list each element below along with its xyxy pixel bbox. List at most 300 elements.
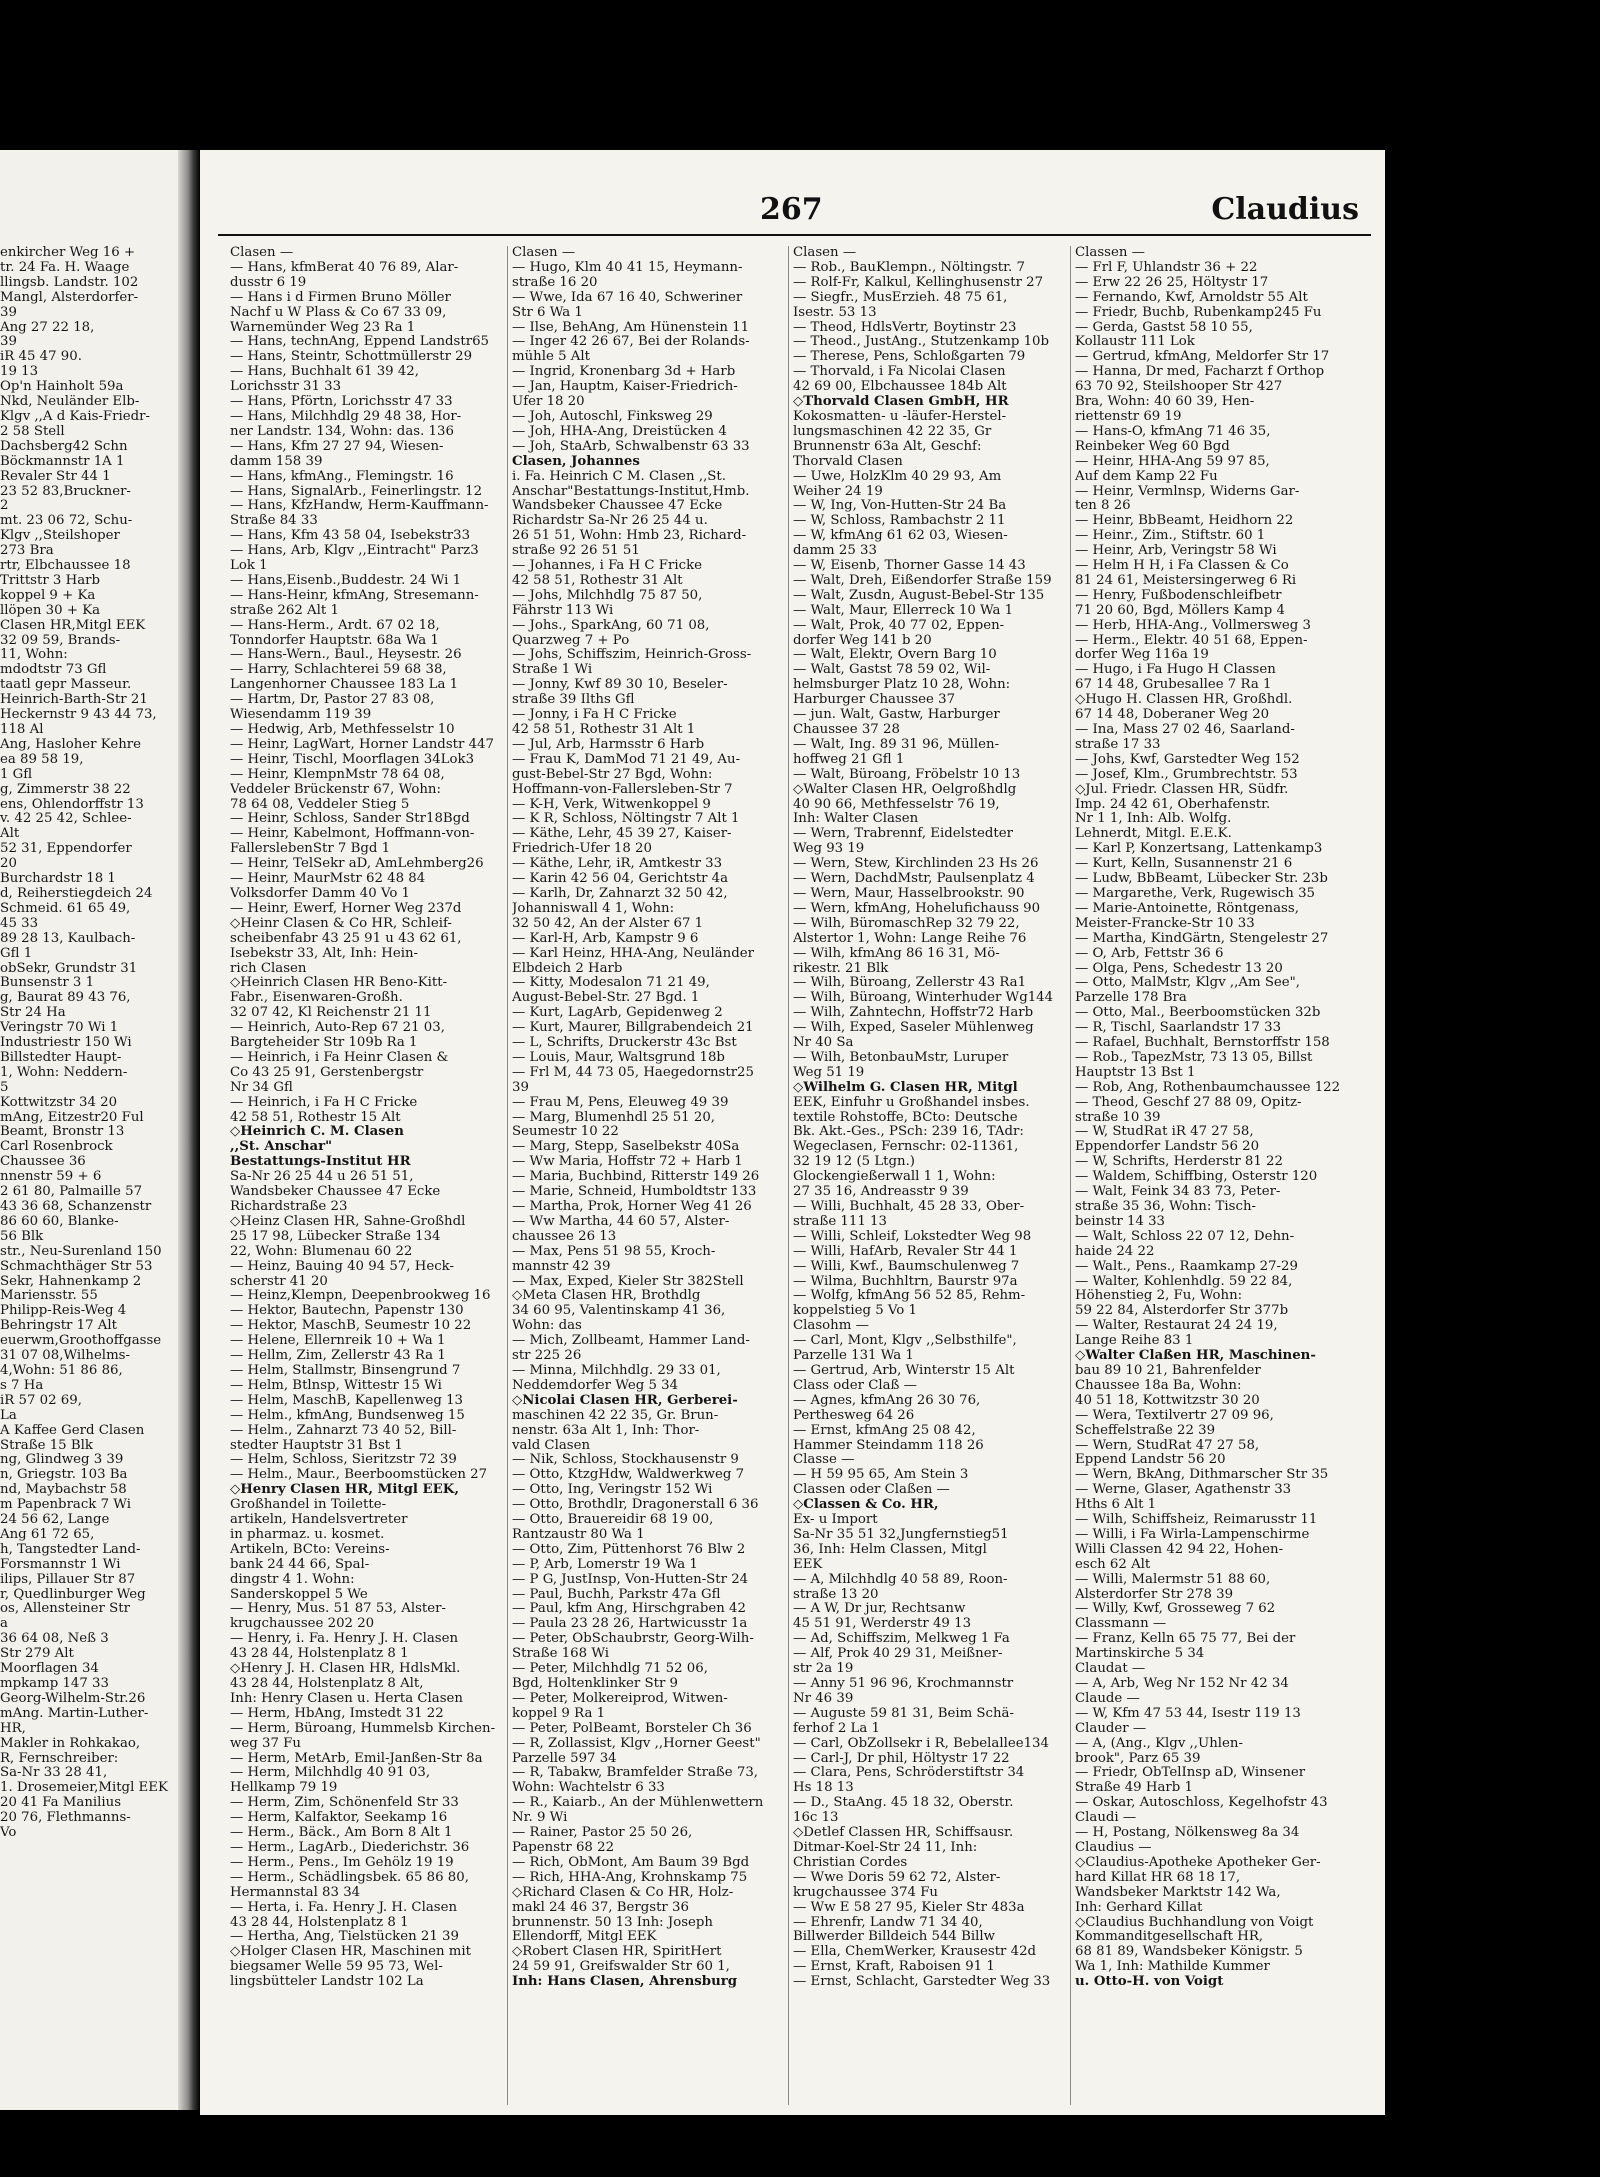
directory-entry-line: Classen oder Claßen — [793, 1483, 950, 1498]
directory-entry-line: ◇ Jul. Friedr. Classen HR, Südfr. [1075, 783, 1357, 798]
directory-entry-line: Claudius — [1075, 1840, 1152, 1855]
directory-entry-line: — Walter, Restaurat 24 24 19, [1075, 1319, 1278, 1334]
directory-entry-line: — Heinr, Tischl, Moorflagen 34Lok3 [230, 752, 475, 767]
left-page-entry-line: Böckmannstr 1A 1 [0, 454, 125, 469]
left-page-entry-line: Veringstr 70 Wi 1 [0, 1021, 119, 1036]
left-page-entry-line: 20 76, Flethmanns- [0, 1811, 131, 1826]
directory-entry-line: — Walt, Elektr, Overn Barg 10 [793, 648, 997, 663]
book-gutter [178, 150, 200, 2110]
directory-entry-line: krugchaussee 202 20 [230, 1617, 375, 1632]
directory-entry-line: — Jonny, Kwf 89 30 10, Beseler- [512, 678, 728, 693]
directory-entry-line: Rantzaustr 80 Wa 1 [512, 1527, 645, 1542]
directory-entry-line: in pharmaz. u. kosmet. [230, 1527, 385, 1542]
directory-entry-line: Meister-Francke-Str 10 33 [1075, 916, 1255, 931]
directory-entry-line: Inh: Henry Clasen u. Herta Clasen [230, 1691, 463, 1706]
directory-entry-line: Seumestr 10 22 [512, 1125, 619, 1140]
directory-entry-line: — Paula 23 28 26, Hartwicusstr 1a [512, 1617, 748, 1632]
left-page-entry-line: 2 [0, 499, 9, 514]
directory-entry-line: straße 17 33 [1075, 737, 1161, 752]
left-page-entry-line: Moorflagen 34 [0, 1662, 99, 1677]
directory-entry-line: Veddeler Brückenstr 67, Wohn: [230, 782, 441, 797]
directory-entry-line: Straße 168 Wi [512, 1647, 610, 1662]
directory-entry-line: — Helm., Zahnarzt 73 40 52, Bill- [230, 1423, 457, 1438]
directory-column-1 [230, 246, 502, 1990]
left-page-entry-line: Str 279 Alt [0, 1647, 74, 1662]
left-page-entry-line: Clasen HR,Mitgl EEK [0, 618, 146, 633]
directory-entry-line: EEK, Einfuhr u Großhandel insbes. [793, 1095, 1030, 1110]
directory-entry-line: — Henry, Fußbodenschleifbetr [1075, 588, 1282, 603]
directory-entry-line: Fabr., Eisenwaren-Großh. [230, 991, 403, 1006]
directory-entry-line: 16c 13 [793, 1811, 839, 1826]
directory-entry-line: — Anny 51 96 96, Krochmannstr [793, 1677, 1014, 1691]
directory-entry-line: — Karl Heinz, HHA-Ang, Neuländer [512, 946, 754, 961]
directory-entry-line: — Heinr, TelSekr aD, AmLehmberg26 [230, 857, 484, 872]
directory-entry-line: — Auguste 59 81 31, Beim Schä- [793, 1706, 1014, 1721]
directory-entry-line: — Minna, Milchhdlg. 29 33 01, [512, 1363, 721, 1378]
left-page-entry-line: 31 07 08,Wilhelms- [0, 1349, 130, 1364]
directory-entry-line: u. Otto-H. von Voigt [1075, 1975, 1224, 1990]
directory-entry-line: biegsamer Welle 59 95 73, Wel- [230, 1960, 443, 1975]
directory-entry-line: — Johs, Milchhdlg 75 87 50, [512, 588, 703, 603]
directory-entry-line: — Otto, Brauereidir 68 19 00, [512, 1513, 714, 1528]
directory-entry-line: Clasen — [793, 246, 857, 260]
directory-entry-line: Friedrich-Ufer 18 20 [512, 842, 652, 857]
directory-entry-line: — Willi, Malermstr 51 88 60, [1075, 1572, 1271, 1587]
directory-entry-line: Hauptstr 13 Bst 1 [1075, 1065, 1196, 1080]
left-page-entry-line: 118 Al [0, 723, 44, 737]
directory-entry-line: Höhenstieg 2, Fu, Wohn: [1075, 1289, 1243, 1304]
directory-entry-line: chaussee 26 13 [512, 1229, 617, 1244]
directory-entry-line: Billwerder Billdeich 544 Billw [793, 1930, 996, 1945]
left-page-entry-line: Straße 15 Blk [0, 1438, 93, 1453]
directory-entry-line: — K-H, Verk, Witwenkoppel 9 [512, 797, 711, 812]
directory-entry-line: — Hans, SignalArb., Feinerlingstr. 12 [230, 484, 483, 499]
directory-entry-line: Hths 6 Alt 1 [1075, 1498, 1157, 1513]
directory-entry-line: — Rafael, Buchhalt, Bernstorffstr 158 [1075, 1036, 1330, 1051]
left-page-fragment [0, 150, 190, 2110]
directory-entry-line: — Johs, Schiffszim, Heinrich-Gross- [512, 648, 752, 663]
directory-entry-line: Inh: Hans Clasen, Ahrensburg [512, 1975, 738, 1990]
left-page-entry-line: Ang, Hasloher Kehre [0, 737, 141, 752]
directory-entry-line: 39 [512, 1080, 529, 1095]
directory-entry-line: Ellendorff, Mitgl EEK [512, 1930, 657, 1945]
directory-entry-line: 42 58 51, Rothestr 31 Alt [512, 573, 683, 588]
directory-entry-line: — Thorvald, i Fa Nicolai Clasen [793, 365, 1006, 380]
directory-entry-line: — Rolf-Fr, Kalkul, Kellinghusenstr 27 [793, 275, 1044, 290]
left-page-entry-line: rtr, Elbchaussee 18 [0, 559, 131, 574]
directory-entry-line: — Willi, i Fa Wirla-Lampenschirme [1075, 1527, 1310, 1542]
directory-entry-line: — Alf, Prok 40 29 31, Meißner- [793, 1647, 1003, 1662]
directory-entry-line: ◇ Holger Clasen HR, Maschinen mit [230, 1945, 502, 1960]
directory-entry-line: Kollaustr 111 Lok [1075, 335, 1195, 350]
column-divider [1070, 246, 1071, 2105]
directory-entry-line: ◇ Meta Clasen HR, Brothdlg [512, 1289, 784, 1304]
left-page-entry-line: iR 57 02 69, [0, 1393, 82, 1408]
left-page-entry-line: 11, Wohn: [0, 648, 68, 663]
directory-entry-line: — Hans, Kfm 27 27 94, Wiesen- [230, 439, 444, 454]
directory-entry-line: — H 59 95 65, Am Stein 3 [793, 1468, 969, 1483]
directory-entry-line: Hammer Steindamm 118 26 [793, 1438, 984, 1453]
directory-entry-line: — Joh, HHA-Ang, Dreistücken 4 [512, 424, 727, 439]
directory-entry-line: Straße 1 Wi [512, 663, 593, 678]
directory-entry-line: dingstr 4 1. Wohn: [230, 1572, 355, 1587]
directory-entry-line: — Hans, Arb, Klgv ,,Eintracht" Parz3 [230, 544, 479, 559]
directory-entry-line: ◇ Henry J. H. Clasen HR, HdlsMkl. [230, 1662, 502, 1677]
directory-entry-line: Nr 40 Sa [793, 1036, 854, 1051]
left-page-entry-line: 23 52 83,Bruckner- [0, 484, 131, 499]
left-page-entry-line: Heinrich-Barth-Str 21 [0, 693, 148, 708]
directory-entry-line: Richardstr Sa-Nr 26 25 44 u. [512, 514, 708, 529]
left-page-entry-line: mpkamp 147 33 [0, 1677, 109, 1691]
left-page-entry-line: Vo [0, 1826, 17, 1841]
left-page-entry-line: Heckernstr 9 43 44 73, [0, 708, 157, 723]
left-page-entry-line: 1, Wohn: Neddern- [0, 1065, 128, 1080]
directory-entry-line: — Henry, Mus. 51 87 53, Alster- [230, 1602, 446, 1617]
directory-entry-line: — Heinrich, i Fa Heinr Clasen & [230, 1050, 449, 1065]
directory-entry-line: — Käthe, Lehr, 45 39 27, Kaiser- [512, 827, 732, 842]
directory-entry-line: — Herm, Milchhdlg 40 91 03, [230, 1766, 431, 1781]
directory-entry-line: Perthesweg 64 26 [793, 1408, 915, 1423]
directory-entry-line: 42 58 51, Rothestr 15 Alt [230, 1110, 401, 1125]
directory-entry-line: — Hans, kfmBerat 40 76 89, Alar- [230, 260, 459, 275]
directory-entry-line: ◇ Walter Claßen HR, Maschinen- [1075, 1349, 1357, 1364]
left-page-entry-line: 1. Drosemeier,Mitgl EEK [0, 1781, 168, 1796]
directory-entry-line: — Herm., Bäck., Am Born 8 Alt 1 [230, 1826, 453, 1841]
directory-entry-line: ◇ Claudius-Apotheke Apotheker Ger- [1075, 1856, 1357, 1871]
left-page-entry-line: nd, Maybachstr 58 [0, 1483, 127, 1498]
directory-entry-line: — Heinz, Bauing 40 94 57, Heck- [230, 1259, 454, 1274]
left-page-entry-line: 5 [0, 1080, 9, 1095]
directory-entry-line: 43 28 44, Holstenplatz 8 1 [230, 1915, 409, 1930]
directory-entry-line: Chaussee 18a Ba, Wohn: [1075, 1378, 1242, 1393]
directory-entry-line: 67 14 48, Doberaner Weg 20 [1075, 708, 1270, 723]
directory-entry-line: — Heinr, KlempnMstr 78 64 08, [230, 767, 445, 782]
directory-entry-line: stedter Hauptstr 31 Bst 1 [230, 1438, 403, 1453]
directory-entry-line: — Wern, kfmAng, Hohelufichauss 90 [793, 901, 1041, 916]
left-page-entry-line: Gfl 1 [0, 946, 33, 961]
directory-entry-line: — Herm., Pens., Im Gehölz 19 19 [230, 1855, 454, 1870]
directory-entry-line: — Helm., kfmAng, Bundsenweg 15 [230, 1408, 465, 1423]
directory-entry-line: — Joh, StaArb, Schwalbenstr 63 33 [512, 439, 750, 454]
directory-entry-line: Bk. Akt.-Ges., PSch: 239 16, TAdr: [793, 1125, 1024, 1140]
directory-entry-line: — Walt, Dreh, Eißendorfer Straße 159 [793, 573, 1052, 588]
directory-entry-line: — Hans, Pförtn, Lorichsstr 47 33 [230, 395, 453, 410]
left-page-entry-line: 86 60 60, Blanke- [0, 1214, 119, 1229]
left-page-entry-line: Alt [0, 827, 20, 842]
directory-entry-line: — Ingrid, Kronenbarg 3d + Harb [512, 365, 736, 380]
directory-entry-line: — Otto, KtzgHdw, Waldwerkweg 7 [512, 1468, 745, 1483]
left-page-entry-line: llingsb. Landstr. 102 [0, 275, 139, 290]
directory-entry-line: 68 81 89, Wandsbeker Königstr. 5 [1075, 1945, 1303, 1960]
directory-entry-line: Sanderskoppel 5 We [230, 1587, 368, 1602]
left-page-entry-line: str., Neu-Surenland 150 [0, 1244, 162, 1259]
directory-entry-line: Parzelle 178 Bra [1075, 991, 1187, 1006]
directory-entry-line: Class oder Claß — [793, 1378, 917, 1393]
directory-entry-line: — Siegfr., MusErzieh. 48 75 61, [793, 290, 1008, 305]
directory-entry-line: artikeln, Handelsvertreter [230, 1513, 408, 1528]
directory-entry-line: — Johs, Kwf, Garstedter Weg 152 [1075, 752, 1300, 767]
directory-entry-line: — Clara, Pens, Schröderstiftstr 34 [793, 1766, 1025, 1781]
directory-column-4 [1075, 246, 1357, 1990]
directory-entry-line: bau 89 10 21, Bahrenfelder [1075, 1363, 1261, 1378]
left-page-entry-line: Mangl, Alsterdorfer- [0, 290, 139, 305]
directory-entry-line: Wandsbeker Chaussee 47 Ecke [230, 1185, 441, 1200]
directory-entry-line: — Louis, Maur, Waltsgrund 18b [512, 1050, 725, 1065]
directory-column-2 [512, 246, 784, 1990]
directory-entry-line: brunnenstr. 50 13 Inh: Joseph [512, 1915, 713, 1930]
directory-entry-line: 32 07 42, Kl Reichenstr 21 11 [230, 1006, 432, 1021]
directory-entry-line: straße 111 13 [793, 1214, 887, 1229]
directory-entry-line: — Mich, Zollbeamt, Hammer Land- [512, 1334, 750, 1349]
directory-entry-line: — Harry, Schlachterei 59 68 38, [230, 663, 447, 678]
directory-entry-line: Clasen — [512, 246, 576, 260]
directory-entry-line: — Hartm, Dr, Pastor 27 83 08, [230, 693, 435, 708]
directory-entry-line: i. Fa. Heinrich C M. Clasen ,,St. [512, 469, 726, 484]
directory-entry-line: — Herm, Kalfaktor, Seekamp 16 [230, 1811, 448, 1826]
directory-entry-line: krugchaussee 374 Fu [793, 1885, 938, 1900]
left-page-entry-line: 24 56 62, Lange [0, 1513, 110, 1528]
directory-entry-line: Nr 1 1, Inh: Alb. Wolfg. [1075, 812, 1232, 827]
directory-entry-line: Volksdorfer Damm 40 Vo 1 [230, 886, 411, 901]
directory-entry-line: — Heinr, Vermlnsp, Widerns Gar- [1075, 484, 1300, 499]
left-page-entry-line: Str 24 Ha [0, 1006, 66, 1021]
left-page-entry-line: 36 64 08, Neß 3 [0, 1632, 109, 1647]
left-page-entry-line: Bunsenstr 3 1 [0, 976, 95, 991]
page-number: 267 [760, 192, 823, 227]
left-page-entry-line: enkircher Weg 16 + [0, 246, 136, 260]
directory-entry-line: Quarzweg 7 + Po [512, 633, 630, 648]
directory-entry-line: — Friedr, Buchb, Rubenkamp245 Fu [1075, 305, 1322, 320]
directory-entry-line: — Karlh, Dr, Zahnarzt 32 50 42, [512, 886, 728, 901]
directory-entry-line: — Herm., Elektr. 40 51 68, Eppen- [1075, 633, 1308, 648]
left-page-entry-line: 20 [0, 857, 17, 872]
directory-entry-line: ner Landstr. 134, Wohn: das. 136 [230, 424, 454, 439]
directory-entry-line: — Maria, Buchbind, Ritterstr 149 26 [512, 1170, 760, 1185]
directory-entry-line: — D., StaAng. 45 18 32, Oberstr. [793, 1796, 1014, 1811]
left-page-entry-line: Sa-Nr 33 28 41, [0, 1766, 108, 1781]
directory-column-3 [793, 246, 1065, 1990]
directory-entry-line: — Ww Maria, Hoffstr 72 + Harb 1 [512, 1155, 743, 1170]
directory-entry-line: — Margarethe, Verk, Rugewisch 35 [1075, 886, 1316, 901]
directory-entry-line: gust-Bebel-Str 27 Bgd, Wohn: [512, 767, 713, 782]
left-page-entry-line: tr. 24 Fa. H. Waage [0, 260, 130, 275]
directory-entry-line: — Wern, Stew, Kirchlinden 23 Hs 26 [793, 857, 1039, 872]
directory-entry-line: — Willy, Kwf, Grosseweg 7 62 [1075, 1602, 1276, 1617]
directory-entry-line: — Ludw, BbBeamt, Lübecker Str. 23b [1075, 872, 1328, 887]
directory-entry-line: Auf dem Kamp 22 Fu [1075, 469, 1218, 484]
directory-entry-line: Lok 1 [230, 559, 268, 574]
directory-entry-line: ◇ Nicolai Clasen HR, Gerberei- [512, 1394, 784, 1409]
directory-entry-line: — Inger 42 26 67, Bei der Rolands- [512, 335, 750, 350]
directory-entry-line: — Peter, ObSchaubrstr, Georg-Wilh- [512, 1632, 754, 1647]
directory-entry-line: — Heinr, Schloss, Sander Str18Bgd [230, 812, 470, 827]
directory-entry-line: — Heinr, MaurMstr 62 48 84 [230, 872, 426, 887]
directory-entry-line: maschinen 42 22 35, Gr. Brun- [512, 1408, 719, 1423]
left-page-entry-line: Kottwitzstr 34 20 [0, 1095, 118, 1110]
directory-entry-line: makl 24 46 37, Bergstr 36 [512, 1900, 689, 1915]
directory-entry-line: 34 60 95, Valentinskamp 41 36, [512, 1304, 726, 1319]
directory-entry-line: — Helm, MaschB, Kapellenweg 13 [230, 1393, 463, 1408]
directory-entry-line: — Marg, Stepp, Saselbekstr 40Sa [512, 1140, 740, 1155]
directory-entry-line: — Wilh, Schiffsheiz, Reimarusstr 11 [1075, 1513, 1318, 1528]
directory-entry-line: dorfer Weg 141 b 20 [793, 633, 932, 648]
directory-entry-line: straße 262 Alt 1 [230, 603, 339, 618]
directory-entry-line: — Gertrud, Arb, Winterstr 15 Alt [793, 1363, 1015, 1378]
directory-entry-line: — Herm., Schädlingsbek. 65 86 80, [230, 1870, 469, 1885]
directory-entry-line: 78 64 08, Veddeler Stieg 5 [230, 797, 410, 812]
directory-entry-line: — Wilh, kfmAng 86 16 31, Mö- [793, 946, 1000, 961]
directory-entry-line: 43 28 44, Holstenplatz 8 1 [230, 1647, 409, 1662]
left-page-entry-line: mAng. Martin-Luther- [0, 1706, 149, 1721]
directory-entry-line: — Fernando, Kwf, Arnoldstr 55 Alt [1075, 290, 1308, 305]
directory-entry-line: koppel 9 Ra 1 [512, 1706, 606, 1721]
directory-entry-line: — Wern, BkAng, Dithmarscher Str 35 [1075, 1468, 1329, 1483]
left-page-entry-line: A Kaffee Gerd Clasen [0, 1423, 145, 1438]
directory-entry-line: — Walt, Prok, 40 77 02, Eppen- [793, 618, 1005, 633]
directory-entry-line: — Hans i d Firmen Bruno Möller [230, 290, 451, 305]
directory-entry-line: Elbdeich 2 Harb [512, 961, 623, 976]
directory-entry-line: 71 20 60, Bgd, Möllers Kamp 4 [1075, 603, 1285, 618]
directory-entry-line: beinstr 14 33 [1075, 1214, 1166, 1229]
directory-entry-line: Co 43 25 91, Gerstenbergstr [230, 1065, 424, 1080]
directory-entry-line: — Hans, technAng, Eppend Landstr65 [230, 335, 489, 350]
directory-entry-line: Claudi — [1075, 1811, 1137, 1826]
directory-entry-line: mannstr 42 39 [512, 1259, 611, 1274]
directory-entry-line: — Helene, Ellernreik 10 + Wa 1 [230, 1334, 446, 1349]
directory-entry-line: — Rich, HHA-Ang, Krohnskamp 75 [512, 1870, 748, 1885]
directory-entry-line: — Hedwig, Arb, Methfesselstr 10 [230, 723, 455, 737]
directory-entry-line: Parzelle 131 Wa 1 [793, 1349, 914, 1364]
left-page-entry-line: n, Griegstr. 103 Ba [0, 1468, 128, 1483]
directory-entry-line: Straße 49 Harb 1 [1075, 1781, 1193, 1796]
directory-entry-line: — Herm, MetArb, Emil-Janßen-Str 8a [230, 1751, 483, 1766]
directory-entry-line: — Helm., Maur., Beerboomstücken 27 [230, 1468, 488, 1483]
directory-entry-line: — Walt, Maur, Ellerreck 10 Wa 1 [793, 603, 1014, 618]
directory-entry-line: str 2a 19 [793, 1662, 854, 1677]
directory-entry-line: — Johs., SparkAng, 60 71 08, [512, 618, 710, 633]
directory-entry-line: — Oskar, Autoschloss, Kegelhofstr 43 [1075, 1796, 1328, 1811]
left-page-entry-line: nnenstr 59 + 6 [0, 1170, 102, 1185]
directory-entry-line: — Hans, KfzHandw, Herm-Kauffmann- [230, 499, 489, 514]
directory-entry-line: — Rich, ObMont, Am Baum 39 Bgd [512, 1855, 750, 1870]
directory-entry-line: Clasohm — [793, 1319, 869, 1334]
directory-entry-line: Str 6 Wa 1 [512, 305, 583, 320]
directory-entry-line: — Agnes, kfmAng 26 30 76, [793, 1393, 981, 1408]
directory-entry-line: — Hans-O, kfmAng 71 46 35, [1075, 424, 1271, 439]
directory-entry-line: riettenstr 69 19 [1075, 409, 1182, 424]
directory-entry-line: 40 51 18, Kottwitzstr 30 20 [1075, 1393, 1260, 1408]
left-page-entry-line: Chaussee 36 [0, 1155, 86, 1170]
directory-entry-line: — Wern, Trabrennf, Eidelstedter [793, 827, 1013, 842]
directory-entry-line: — Hans-Heinr, kfmAng, Stresemann- [230, 588, 479, 603]
directory-entry-line: Bra, Wohn: 40 60 39, Hen- [1075, 395, 1255, 410]
directory-entry-line: — Rob, Ang, Rothenbaumchaussee 122 [1075, 1080, 1341, 1095]
directory-entry-line: — Erw 22 26 25, Höltystr 17 [1075, 275, 1269, 290]
directory-entry-line: — Heinr, Ewerf, Horner Weg 237d [230, 901, 462, 916]
left-page-entry-line: r, Quedlinburger Weg [0, 1587, 146, 1602]
directory-entry-line: — Willi, Buchhalt, 45 28 33, Ober- [793, 1200, 1025, 1214]
directory-entry-line: Wandsbeker Marktstr 142 Wa, [1075, 1885, 1281, 1900]
directory-entry-line: — Herm., LagArb., Diederichstr. 36 [230, 1840, 470, 1855]
directory-entry-line: — Helm H H, i Fa Classen & Co [1075, 559, 1289, 574]
directory-entry-line: Wohn: Wachtelstr 6 33 [512, 1781, 665, 1796]
directory-entry-line: ◇ Richard Clasen & Co HR, Holz- [512, 1886, 784, 1901]
directory-entry-line: helmsburger Platz 10 28, Wohn: [793, 678, 1011, 693]
directory-entry-line: — Heinr, Kabelmont, Hoffmann-von- [230, 827, 475, 842]
directory-entry-line: — Karl P, Konzertsang, Lattenkamp3 [1075, 842, 1323, 857]
directory-entry-line: Artikeln, BCto: Vereins- [230, 1542, 390, 1557]
left-page-entry-line: Industriestr 150 Wi [0, 1036, 132, 1051]
directory-entry-line: — Hanna, Dr med, Facharzt f Orthop [1075, 365, 1325, 380]
header-rule [218, 234, 1371, 236]
directory-entry-line: Sa-Nr 26 25 44 u 26 51 51, [230, 1170, 414, 1185]
directory-entry-line: Straße 84 33 [230, 514, 318, 529]
directory-entry-line: — Ella, ChemWerker, Krausestr 42d [793, 1945, 1037, 1960]
directory-entry-line: — Heinr., Zim., Stiftstr. 60 1 [1075, 529, 1266, 544]
directory-entry-line: — W, kfmAng 61 62 03, Wiesen- [793, 529, 1008, 544]
directory-entry-line: — Hans, Kfm 43 58 04, Isebekstr33 [230, 529, 471, 544]
directory-entry-line: Eppendorfer Landstr 56 20 [1075, 1140, 1260, 1155]
directory-entry-line: — W, Schrifts, Herderstr 81 22 [1075, 1155, 1283, 1170]
directory-entry-line: ◇ Henry Clasen HR, Mitgl EEK, [230, 1483, 502, 1498]
directory-entry-line: — Jonny, i Fa H C Fricke [512, 708, 677, 723]
directory-entry-line: — Ad, Schiffszim, Melkweg 1 Fa [793, 1632, 1010, 1647]
left-page-entry-line: 32 09 59, Brands- [0, 633, 121, 648]
directory-entry-line: — Walt, Gastst 78 59 02, Wil- [793, 663, 991, 678]
directory-entry-line: — Hertha, Ang, Tielstücken 21 39 [230, 1930, 459, 1945]
directory-entry-line: — Hans, Steintr, Schottmüllerstr 29 [230, 350, 473, 365]
directory-entry-line: — Gerda, Gastst 58 10 55, [1075, 320, 1253, 335]
directory-entry-line: straße 16 20 [512, 275, 598, 290]
left-page-entry-line: 89 28 13, Kaulbach- [0, 931, 136, 946]
directory-entry-line: — Otto, Mal., Beerboomstücken 32b [1075, 1006, 1321, 1021]
left-page-entry-line: v. 42 25 42, Schlee- [0, 812, 132, 827]
directory-entry-line: Tonndorfer Hauptstr. 68a Wa 1 [230, 633, 439, 648]
directory-entry-line: straße 39 Ilths Gfl [512, 693, 635, 708]
directory-entry-line: — Paul, kfm Ang, Hirschgraben 42 [512, 1602, 746, 1617]
directory-entry-line: — Ernst, kfmAng 25 08 42, [793, 1423, 976, 1438]
directory-entry-line: Langenhorner Chaussee 183 La 1 [230, 678, 459, 693]
directory-entry-line: — Marg, Blumenhdl 25 51 20, [512, 1110, 716, 1125]
left-page-entry-line: h, Tangstedter Land- [0, 1542, 141, 1557]
directory-entry-line: ◇ Hugo H. Classen HR, Großhdl. [1075, 693, 1357, 708]
directory-entry-line: Hs 18 13 [793, 1781, 854, 1796]
directory-entry-line: Martinskirche 5 34 [1075, 1647, 1205, 1662]
directory-entry-line: straße 35 36, Wohn: Tisch- [1075, 1200, 1257, 1214]
directory-entry-line: Harburger Chaussee 37 [793, 693, 956, 708]
directory-entry-line: — Peter, Milchhdlg 71 52 06, [512, 1662, 708, 1677]
directory-entry-line: — Käthe, Lehr, iR, Amtkestr 33 [512, 857, 723, 872]
directory-entry-line: 67 14 48, Grubesallee 7 Ra 1 [1075, 678, 1272, 693]
left-page-entry-line: Op'n Hainholt 59a [0, 380, 124, 395]
directory-entry-line: — jun. Walt, Gastw, Harburger [793, 708, 1000, 723]
directory-entry-line: — Hans-Herm., Ardt. 67 02 18, [230, 618, 440, 633]
directory-entry-line: — Henry, i. Fa. Henry J. H. Clasen [230, 1632, 459, 1647]
left-page-entry-line: Carl Rosenbrock [0, 1140, 113, 1155]
directory-entry-line: mühle 5 Alt [512, 350, 590, 365]
running-head: Claudius [1211, 192, 1359, 227]
page-header [200, 192, 1385, 232]
left-page-entry-line: euerwm,Groothoffgasse [0, 1334, 162, 1349]
directory-entry-line: — Herm, HbAng, Imstedt 31 22 [230, 1706, 444, 1721]
directory-entry-line: — Theod, HdlsVertr, Boytinstr 23 [793, 320, 1017, 335]
directory-entry-line: — Wilh, Zahntechn, Hoffstr72 Harb [793, 1006, 1034, 1021]
directory-entry-line: — Walt, Büroang, Fröbelstr 10 13 [793, 767, 1021, 782]
directory-entry-line: 32 19 12 (5 Ltgn.) [793, 1155, 915, 1170]
directory-entry-line: Weiher 24 19 [793, 484, 883, 499]
directory-entry-line: Großhandel in Toilette- [230, 1498, 387, 1513]
directory-entry-line: — Walt., Pens., Raamkamp 27-29 [1075, 1259, 1298, 1274]
